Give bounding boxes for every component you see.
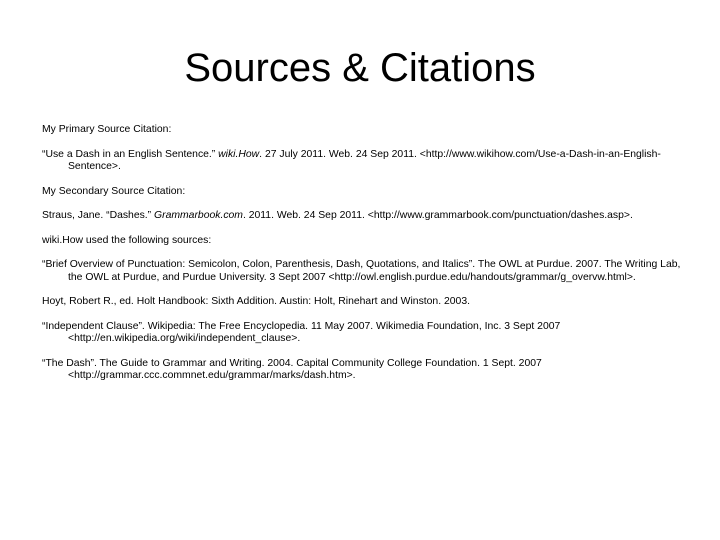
ref-line: “Brief Overview of Punctuation: Semicolon, Colon, Parenthesis, Dash, Quotations, and Italics”. The OWL at Purdue. bbox=[42, 259, 573, 270]
secondary-citation-dates: . 2011. Web. 24 Sep 2011. bbox=[242, 210, 365, 221]
wikihow-source-ref bbox=[42, 259, 682, 284]
primary-citation bbox=[42, 149, 682, 174]
ref-line: <http://owl.english.purdue.edu/handouts/grammar/g_overvw.html>. bbox=[328, 271, 636, 283]
primary-citation-heading: My Primary Source Citation: bbox=[42, 124, 172, 135]
secondary-citation-url: <http://www.grammarbook.com/punctuation/dashes.asp>. bbox=[367, 210, 633, 221]
ref-line: <http://grammar.ccc.commnet.edu/grammar/marks/dash.htm>. bbox=[68, 370, 356, 381]
ref-line: 2007. The Writing Lab, the OWL at Purdue, and Purdue University. 3 Sept 2007 bbox=[68, 259, 681, 283]
wikihow-source-ref bbox=[42, 358, 682, 383]
wikihow-source-ref bbox=[42, 296, 682, 309]
ref-line: <http://en.wikipedia.org/wiki/independent_clause>. bbox=[68, 333, 301, 344]
primary-citation-text: “Use a Dash in an English Sentence.” bbox=[42, 148, 219, 160]
primary-citation-site: wiki.How bbox=[218, 148, 260, 160]
primary-citation-dates: . 27 July 2011. Web. 24 Sep 2011. bbox=[259, 148, 417, 160]
primary-citation-url: <http://www.wikihow.com/Use-a-Dash-in-an-English-Sentence>. bbox=[68, 148, 661, 172]
ref-line: “Independent Clause”. Wikipedia: The Free Encyclopedia. 11 May 2007. Wikimedia Foundation, Inc. 3 Sept 2007 bbox=[42, 320, 561, 332]
secondary-citation-site: Grammarbook.com bbox=[154, 210, 243, 221]
secondary-citation-text: Straus, Jane. “Dashes.” bbox=[42, 210, 155, 221]
ref-line: “The Dash”. The Guide to Grammar and Writing. 2004. Capital Community College Foundation. 1 Sept. 2007 bbox=[42, 357, 542, 369]
slide-title: Sources & Citations bbox=[184, 46, 536, 90]
secondary-citation-heading: My Secondary Source Citation: bbox=[42, 185, 186, 197]
citations-body bbox=[42, 124, 682, 395]
secondary-citation bbox=[42, 210, 682, 223]
wikihow-source-ref bbox=[42, 321, 682, 346]
wikihow-sources-heading: wiki.How used the following sources: bbox=[42, 234, 212, 246]
ref-line: Hoyt, Robert R., ed. Holt Handbook: Sixth Addition. Austin: Holt, Rinehart and Winston. 2003. bbox=[42, 296, 470, 307]
